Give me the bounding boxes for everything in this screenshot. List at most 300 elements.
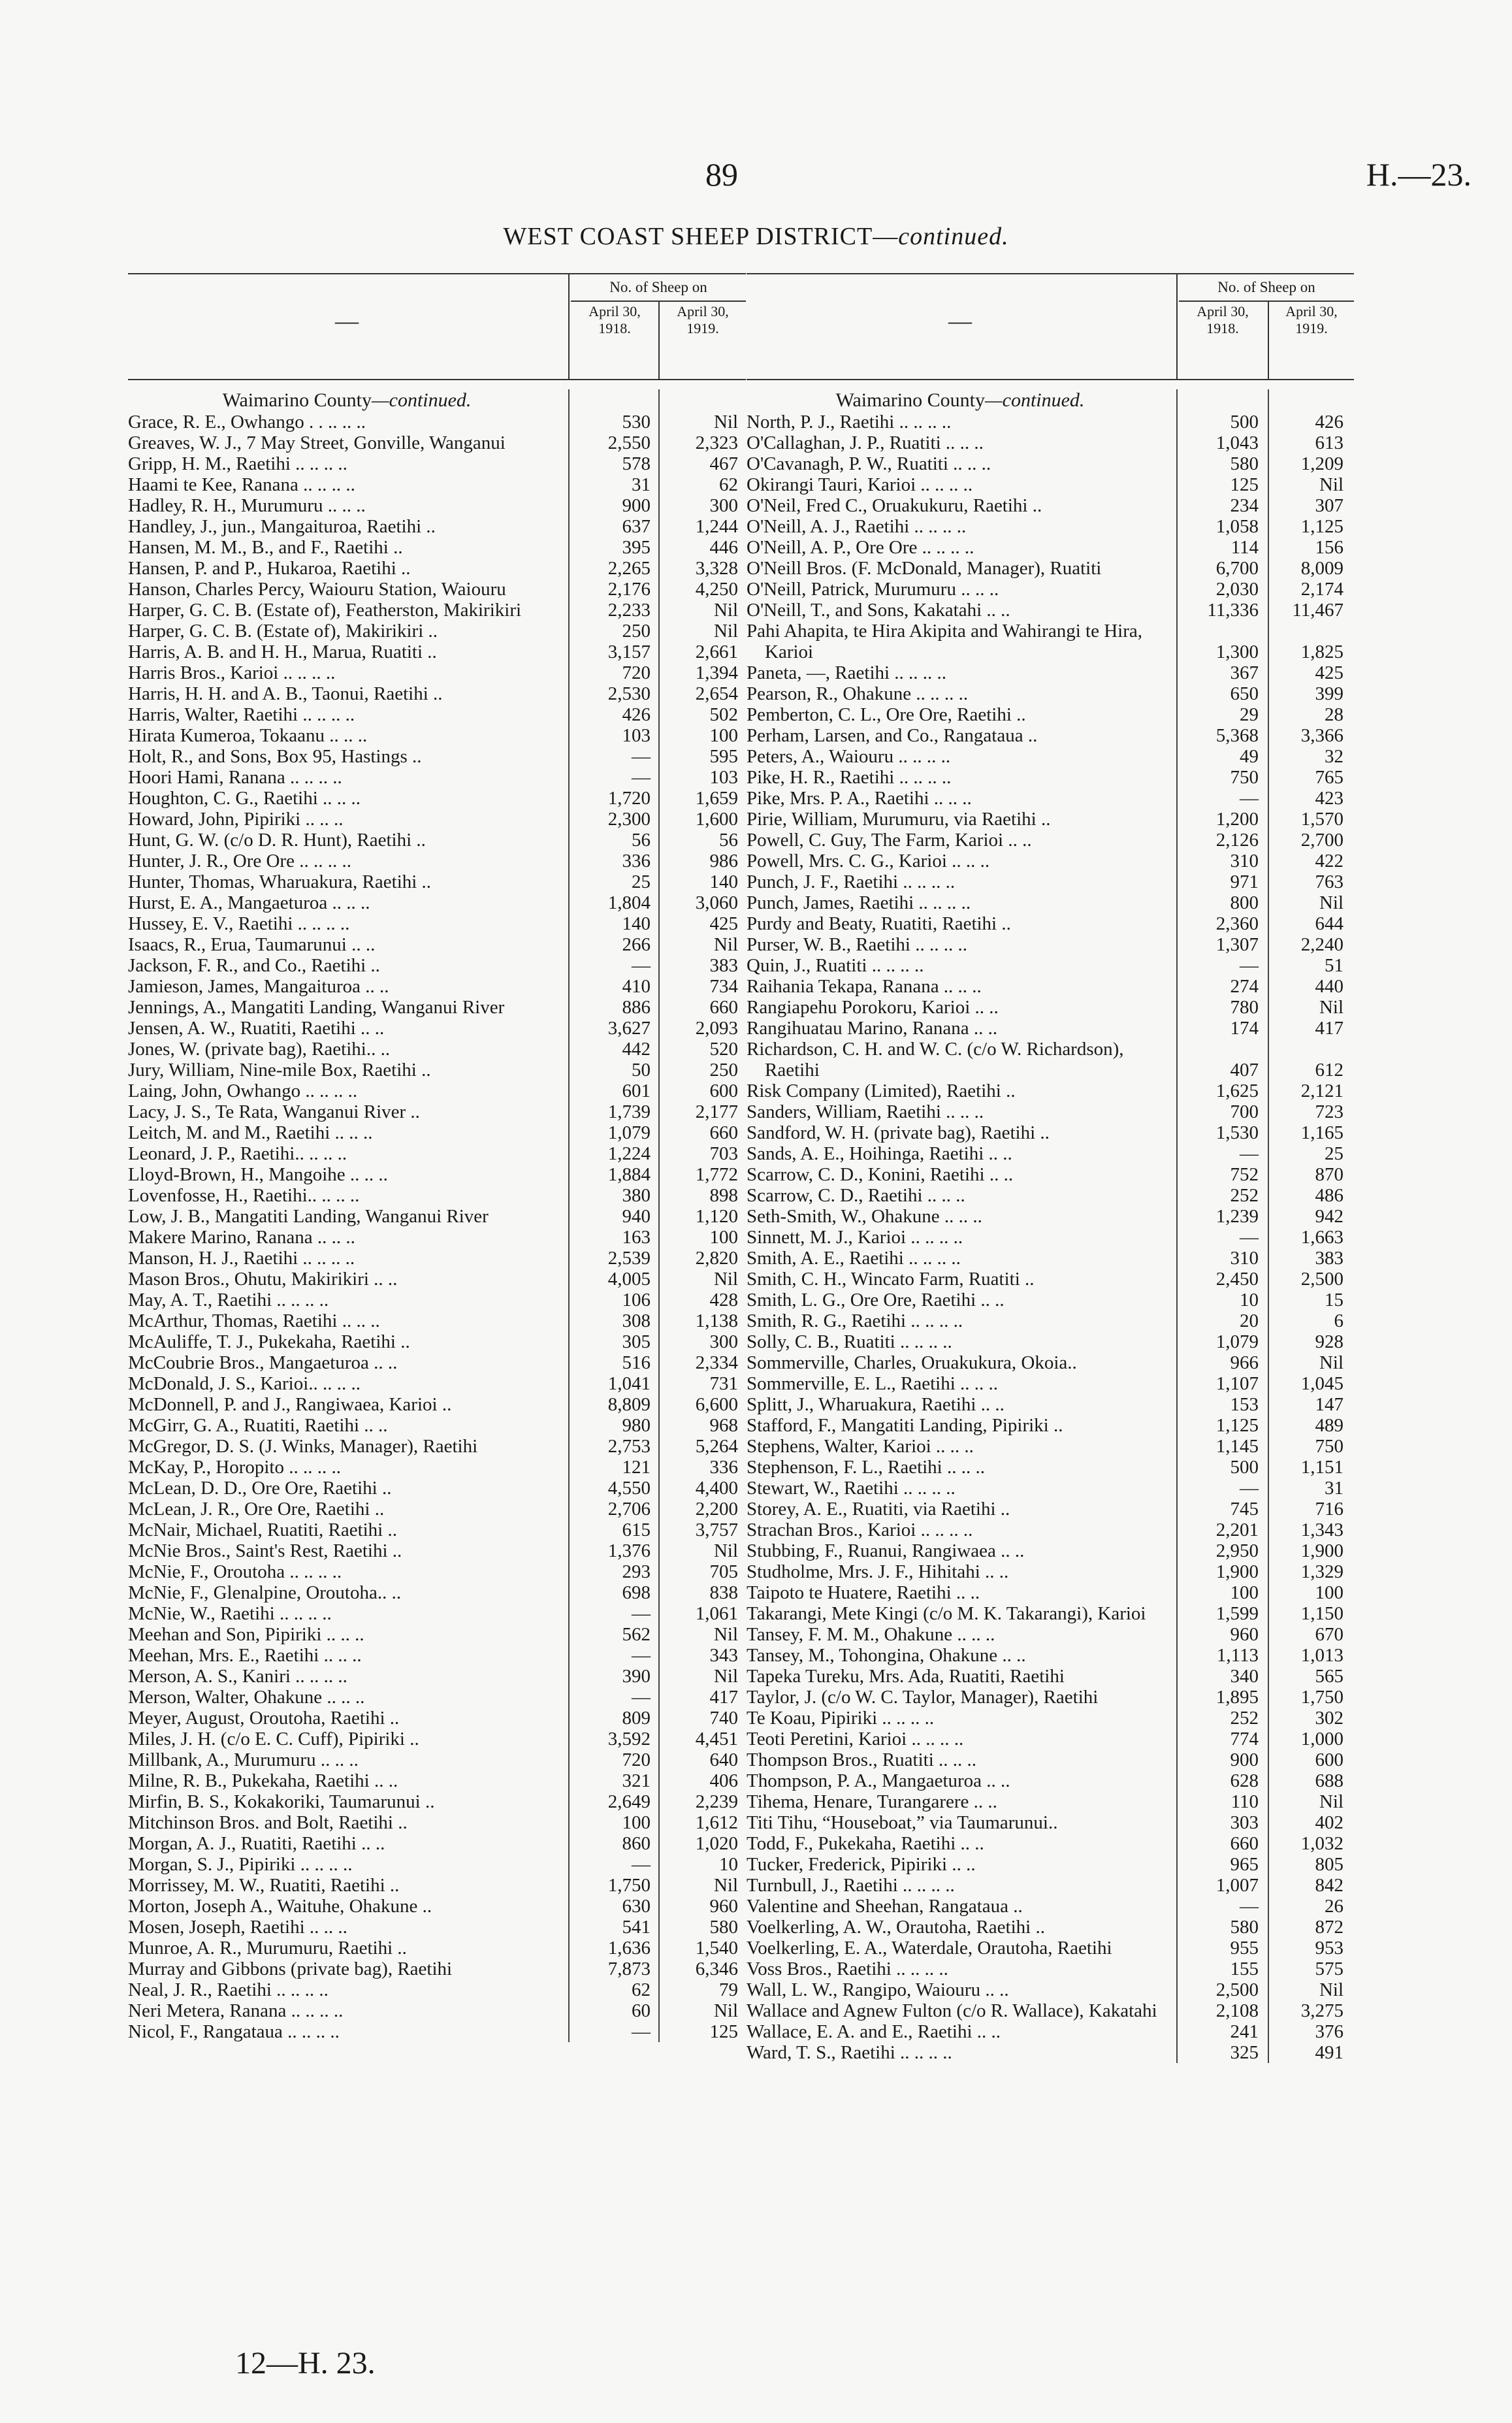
sheep-1919: 898 bbox=[709, 1185, 738, 1206]
sheep-1919: 1,825 bbox=[1300, 642, 1343, 662]
sheep-1918: 10 bbox=[1240, 1290, 1259, 1310]
owner-name: Takarangi, Mete Kingi (c/o M. K. Takarangi), Karioi bbox=[747, 1603, 1146, 1624]
owner-name: Stafford, F., Mangatiti Landing, Pipiriki .. bbox=[747, 1415, 1063, 1436]
header-col-1918: April 30, 1918. bbox=[588, 303, 641, 336]
owner-name: Sommerville, Charles, Oruakukura, Okoia.. bbox=[747, 1352, 1077, 1373]
sheep-1919: 491 bbox=[1315, 2042, 1343, 2063]
table-header bbox=[747, 273, 1354, 380]
owner-name: Richardson, C. H. and W. C. (c/o W. Richardson), Raetihi bbox=[747, 1039, 1124, 1081]
owner-name: McLean, J. R., Ore Ore, Raetihi .. bbox=[128, 1499, 385, 1520]
owner-name: Powell, Mrs. C. G., Karioi .. .. .. bbox=[747, 851, 990, 871]
sheep-1919: 467 bbox=[709, 453, 738, 474]
table-row bbox=[747, 1415, 1354, 1436]
sheep-1918: 2,500 bbox=[1215, 1979, 1259, 2000]
sheep-1919: 446 bbox=[709, 537, 738, 558]
sheep-1919: 15 bbox=[1325, 1290, 1343, 1310]
table-row bbox=[128, 1854, 746, 1875]
owner-name: Leitch, M. and M., Raetihi .. .. .. bbox=[128, 1122, 373, 1143]
sheep-1919: 1,165 bbox=[1300, 1122, 1343, 1143]
sheep-1919: 62 bbox=[719, 474, 738, 495]
owner-name: Stephens, Walter, Karioi .. .. .. bbox=[747, 1436, 974, 1457]
sheep-1918: — bbox=[632, 767, 651, 788]
owner-name: Smith, A. E., Raetihi .. .. .. .. bbox=[747, 1248, 961, 1269]
sheep-1919: 1,343 bbox=[1300, 1520, 1343, 1540]
header-dash: — bbox=[335, 308, 359, 334]
sheep-1918: 1,145 bbox=[1215, 1436, 1259, 1457]
page-footer: 12—H. 23. bbox=[235, 2346, 376, 2381]
sheep-1919: Nil bbox=[713, 1875, 738, 1896]
sheep-1919: 3,366 bbox=[1300, 725, 1343, 746]
sheep-1919: 56 bbox=[719, 830, 738, 851]
table-row bbox=[747, 2042, 1354, 2063]
owner-name: Jury, William, Nine-mile Box, Raetihi .. bbox=[128, 1060, 431, 1081]
table-row bbox=[747, 746, 1354, 767]
table-row bbox=[128, 579, 746, 600]
table-row bbox=[747, 767, 1354, 788]
sheep-1918: — bbox=[1240, 1478, 1259, 1499]
sheep-1918: 1,041 bbox=[607, 1373, 651, 1394]
owner-name: Merson, A. S., Kaniri .. .. .. .. bbox=[128, 1666, 347, 1687]
county-heading bbox=[747, 389, 1174, 412]
table-row bbox=[128, 1206, 746, 1227]
owner-name: McNair, Michael, Ruatiti, Raetihi .. bbox=[128, 1520, 397, 1540]
sheep-1919: 1,032 bbox=[1300, 1833, 1343, 1854]
sheep-1919: 343 bbox=[709, 1645, 738, 1666]
sheep-1919: 2,177 bbox=[695, 1101, 738, 1122]
sheep-1918: 1,307 bbox=[1215, 934, 1259, 955]
sheep-1918: 2,201 bbox=[1215, 1520, 1259, 1540]
sheep-1919: 740 bbox=[709, 1708, 738, 1729]
table-row bbox=[128, 871, 746, 892]
owner-name: Raihania Tekapa, Ranana .. .. .. bbox=[747, 976, 982, 997]
owner-name: Pemberton, C. L., Ore Ore, Raetihi .. bbox=[747, 704, 1026, 725]
table-row bbox=[747, 1833, 1354, 1854]
sheep-1919: 3,060 bbox=[695, 892, 738, 913]
sheep-1919: 300 bbox=[709, 1331, 738, 1352]
county-heading bbox=[128, 389, 566, 412]
table-row bbox=[747, 1164, 1354, 1185]
sheep-1919: 2,323 bbox=[695, 432, 738, 453]
table-row bbox=[128, 725, 746, 746]
sheep-1918: 562 bbox=[622, 1624, 651, 1645]
sheep-1919: 953 bbox=[1315, 1938, 1343, 1959]
sheep-1919: 705 bbox=[709, 1561, 738, 1582]
owner-name: Murray and Gibbons (private bag), Raetihi bbox=[128, 1959, 453, 1979]
sheep-1918: 121 bbox=[622, 1457, 651, 1478]
owner-name: Pike, Mrs. P. A., Raetihi .. .. .. bbox=[747, 788, 972, 809]
owner-name: Okirangi Tauri, Karioi .. .. .. .. bbox=[747, 474, 973, 495]
sheep-1918: 266 bbox=[622, 934, 651, 955]
owner-name: Smith, C. H., Wincato Farm, Ruatiti .. bbox=[747, 1269, 1035, 1290]
owner-name: O'Neill, Patrick, Murumuru .. .. .. bbox=[747, 579, 999, 600]
sheep-1918: 2,233 bbox=[607, 600, 651, 621]
sheep-1918: 252 bbox=[1230, 1708, 1259, 1729]
owner-name: Risk Company (Limited), Raetihi .. bbox=[747, 1081, 1016, 1101]
sheep-1918: 29 bbox=[1240, 704, 1259, 725]
sheep-1918: 1,530 bbox=[1215, 1122, 1259, 1143]
table-header bbox=[128, 273, 746, 380]
owner-name: Mason Bros., Ohutu, Makirikiri .. .. bbox=[128, 1269, 398, 1290]
sheep-1918: 325 bbox=[1230, 2042, 1259, 2063]
owner-name: McDonald, J. S., Karioi.. .. .. .. bbox=[128, 1373, 361, 1394]
sheep-1918: 637 bbox=[622, 516, 651, 537]
sheep-1919: 2,500 bbox=[1300, 1269, 1343, 1290]
sheep-1918: 1,376 bbox=[607, 1540, 651, 1561]
sheep-1918: 955 bbox=[1230, 1938, 1259, 1959]
sheep-1919: 426 bbox=[1315, 412, 1343, 432]
sheep-1919: 156 bbox=[1315, 537, 1343, 558]
sheep-1919: 4,400 bbox=[695, 1478, 738, 1499]
sheep-1919: 660 bbox=[709, 997, 738, 1018]
owner-name: Voelkerling, E. A., Waterdale, Orautoha, Raetihi bbox=[747, 1938, 1112, 1959]
sheep-1918: 25 bbox=[632, 871, 651, 892]
owner-name: O'Neill, A. J., Raetihi .. .. .. .. bbox=[747, 516, 967, 537]
sheep-1919: 1,329 bbox=[1300, 1561, 1343, 1582]
sheep-1918: 8,809 bbox=[607, 1394, 651, 1415]
sheep-1919: 1,151 bbox=[1300, 1457, 1343, 1478]
table-row bbox=[747, 725, 1354, 746]
sheep-1919: 2,334 bbox=[695, 1352, 738, 1373]
sheep-1918: 601 bbox=[622, 1081, 651, 1101]
owner-name: Millbank, A., Murumuru .. .. .. bbox=[128, 1749, 359, 1770]
sheep-1919: 486 bbox=[1315, 1185, 1343, 1206]
owner-name: Sinnett, M. J., Karioi .. .. .. .. bbox=[747, 1227, 963, 1248]
table-row bbox=[128, 537, 746, 558]
sheep-1918: 1,200 bbox=[1215, 809, 1259, 830]
table-row bbox=[747, 474, 1354, 495]
table-row bbox=[128, 1248, 746, 1269]
sheep-1919: 10 bbox=[719, 1854, 738, 1875]
sheep-1918: 100 bbox=[622, 1812, 651, 1833]
owner-name: Purdy and Beaty, Ruatiti, Raetihi .. bbox=[747, 913, 1011, 934]
table-row bbox=[747, 934, 1354, 955]
sheep-1919: 716 bbox=[1315, 1499, 1343, 1520]
table-row bbox=[128, 1833, 746, 1854]
owner-name: Greaves, W. J., 7 May Street, Gonville, Wanganui bbox=[128, 432, 506, 453]
owner-name: Hirata Kumeroa, Tokaanu .. .. .. bbox=[128, 725, 368, 746]
table-row bbox=[747, 1896, 1354, 1917]
sheep-1918: — bbox=[1240, 1896, 1259, 1917]
sheep-1919: 1,244 bbox=[695, 516, 738, 537]
sheep-1918: 2,030 bbox=[1215, 579, 1259, 600]
table-row bbox=[747, 1624, 1354, 1645]
sheep-1918: 615 bbox=[622, 1520, 651, 1540]
sheep-1918: 310 bbox=[1230, 1248, 1259, 1269]
owner-name: Peters, A., Waiouru .. .. .. .. bbox=[747, 746, 951, 767]
owner-name: Voss Bros., Raetihi .. .. .. .. bbox=[747, 1959, 948, 1979]
table-row bbox=[128, 1687, 746, 1708]
sheep-1919: 2,820 bbox=[695, 1248, 738, 1269]
owner-name: Hussey, E. V., Raetihi .. .. .. .. bbox=[128, 913, 350, 934]
sheep-1919: Nil bbox=[1319, 1979, 1343, 2000]
sheep-1918: 4,550 bbox=[607, 1478, 651, 1499]
sheep-1918: 900 bbox=[1230, 1749, 1259, 1770]
table-row bbox=[747, 1770, 1354, 1791]
table-row bbox=[128, 1060, 746, 1081]
owner-name: Tansey, F. M. M., Ohakune .. .. .. bbox=[747, 1624, 995, 1645]
sheep-1919: 31 bbox=[1325, 1478, 1343, 1499]
sheep-1919: 26 bbox=[1325, 1896, 1343, 1917]
sheep-1918: — bbox=[632, 1603, 651, 1624]
sheep-1919: 1,772 bbox=[695, 1164, 738, 1185]
sheep-1919: 612 bbox=[1315, 1060, 1343, 1081]
sheep-1918: 752 bbox=[1230, 1164, 1259, 1185]
table-row bbox=[128, 1917, 746, 1938]
table-row bbox=[747, 1018, 1354, 1039]
sheep-1919: 928 bbox=[1315, 1331, 1343, 1352]
owner-name: Jensen, A. W., Ruatiti, Raetihi .. .. bbox=[128, 1018, 385, 1039]
table-row bbox=[128, 662, 746, 683]
owner-name: Jennings, A., Mangatiti Landing, Wanganui River bbox=[128, 997, 505, 1018]
table-row bbox=[128, 809, 746, 830]
table-row bbox=[128, 1666, 746, 1687]
sheep-1919: 595 bbox=[709, 746, 738, 767]
table-row bbox=[747, 1540, 1354, 1561]
table-row bbox=[128, 1749, 746, 1770]
owner-name: Rangihuatau Marino, Ranana .. .. bbox=[747, 1018, 998, 1039]
table-row bbox=[747, 683, 1354, 704]
sheep-1918: 578 bbox=[622, 453, 651, 474]
sheep-1919: 100 bbox=[709, 725, 738, 746]
sheep-1918: 2,300 bbox=[607, 809, 651, 830]
owner-name: O'Neil, Fred C., Oruakukuru, Raetihi .. bbox=[747, 495, 1042, 516]
owner-name: Jackson, F. R., and Co., Raetihi .. bbox=[128, 955, 380, 976]
table-row bbox=[747, 2021, 1354, 2042]
owner-name: Meehan and Son, Pipiriki .. .. .. bbox=[128, 1624, 364, 1645]
owner-name: Sommerville, E. L., Raetihi .. .. .. bbox=[747, 1373, 999, 1394]
table-row bbox=[747, 1959, 1354, 1979]
table-row bbox=[128, 1603, 746, 1624]
table-row bbox=[747, 1478, 1354, 1499]
owner-name: Mirfin, B. S., Kokakoriki, Taumarunui .. bbox=[128, 1791, 435, 1812]
owner-name: Howard, John, Pipiriki .. .. .. bbox=[128, 809, 344, 830]
owner-name: Nicol, F., Rangataua .. .. .. .. bbox=[128, 2021, 340, 2042]
sheep-1919: 960 bbox=[709, 1896, 738, 1917]
table-row bbox=[128, 642, 746, 662]
sheep-1918: 310 bbox=[1230, 851, 1259, 871]
table-row bbox=[747, 1143, 1354, 1164]
sheep-1918: 500 bbox=[1230, 1457, 1259, 1478]
owner-name: Powell, C. Guy, The Farm, Karioi .. .. bbox=[747, 830, 1032, 851]
table-row bbox=[747, 1979, 1354, 2000]
sheep-1918: 60 bbox=[632, 2000, 651, 2021]
owner-name: Jamieson, James, Mangaituroa .. .. bbox=[128, 976, 389, 997]
sheep-1918: — bbox=[1240, 788, 1259, 809]
sheep-1919: 417 bbox=[1315, 1018, 1343, 1039]
table-row bbox=[747, 1269, 1354, 1290]
sheep-1919: 383 bbox=[1315, 1248, 1343, 1269]
owner-name: Miles, J. H. (c/o E. C. Cuff), Pipiriki .. bbox=[128, 1729, 419, 1749]
sheep-1918: — bbox=[632, 2021, 651, 2042]
owner-name: Harris Bros., Karioi .. .. .. .. bbox=[128, 662, 336, 683]
sheep-1918: 5,368 bbox=[1215, 725, 1259, 746]
sheep-1919: 1,600 bbox=[695, 809, 738, 830]
table-row bbox=[747, 1310, 1354, 1331]
sheep-1919: 731 bbox=[709, 1373, 738, 1394]
table-row bbox=[128, 1959, 746, 1979]
table-row bbox=[128, 621, 746, 642]
sheep-1919: 750 bbox=[1315, 1436, 1343, 1457]
sheep-1919: 402 bbox=[1315, 1812, 1343, 1833]
sheep-1919: 1,209 bbox=[1300, 453, 1343, 474]
sheep-1918: 20 bbox=[1240, 1310, 1259, 1331]
sheep-1919: Nil bbox=[713, 1624, 738, 1645]
table-row bbox=[747, 1185, 1354, 1206]
sheep-1919: 440 bbox=[1315, 976, 1343, 997]
sheep-1919: 307 bbox=[1315, 495, 1343, 516]
owner-name: May, A. T., Raetihi .. .. .. .. bbox=[128, 1290, 329, 1310]
owner-name: Meyer, August, Oroutoha, Raetihi .. bbox=[128, 1708, 400, 1729]
sheep-1918: 1,804 bbox=[607, 892, 651, 913]
owner-name: O'Cavanagh, P. W., Ruatiti .. .. .. bbox=[747, 453, 991, 474]
sheep-1918: 11,336 bbox=[1207, 600, 1259, 621]
table-row bbox=[128, 1310, 746, 1331]
owner-name: Neal, J. R., Raetihi .. .. .. .. bbox=[128, 1979, 329, 2000]
table-row bbox=[747, 1520, 1354, 1540]
sheep-1918: 1,224 bbox=[607, 1143, 651, 1164]
table-row bbox=[747, 453, 1354, 474]
owner-name: Morgan, A. J., Ruatiti, Raetihi .. .. bbox=[128, 1833, 385, 1854]
sheep-1918: 1,058 bbox=[1215, 516, 1259, 537]
table-row bbox=[747, 997, 1354, 1018]
sheep-1918: 3,627 bbox=[607, 1018, 651, 1039]
owner-name: Lovenfosse, H., Raetihi.. .. .. .. bbox=[128, 1185, 360, 1206]
sheep-1919: 986 bbox=[709, 851, 738, 871]
sheep-1918: — bbox=[632, 1645, 651, 1666]
sheep-1919: 1,125 bbox=[1300, 516, 1343, 537]
table-row bbox=[747, 955, 1354, 976]
title-main: WEST COAST SHEEP DISTRICT— bbox=[503, 223, 899, 250]
owner-name: Meehan, Mrs. E., Raetihi .. .. .. bbox=[128, 1645, 362, 1666]
sheep-1919: 425 bbox=[709, 913, 738, 934]
table-row bbox=[747, 516, 1354, 537]
table-row bbox=[747, 809, 1354, 830]
owner-name: Merson, Walter, Ohakune .. .. .. bbox=[128, 1687, 365, 1708]
sheep-1918: 516 bbox=[622, 1352, 651, 1373]
table-row bbox=[128, 558, 746, 579]
sheep-1919: 2,654 bbox=[695, 683, 738, 704]
sheep-1918: 110 bbox=[1231, 1791, 1259, 1812]
table-row bbox=[747, 662, 1354, 683]
table-row bbox=[747, 1122, 1354, 1143]
owner-name: Hanson, Charles Percy, Waiouru Station, Waiouru bbox=[128, 579, 506, 600]
sheep-1918: 2,706 bbox=[607, 1499, 651, 1520]
table-row bbox=[747, 1603, 1354, 1624]
title-continued: continued. bbox=[898, 223, 1009, 250]
sheep-1918: 234 bbox=[1230, 495, 1259, 516]
sheep-1918: 336 bbox=[622, 851, 651, 871]
sheep-1919: 8,009 bbox=[1300, 558, 1343, 579]
table-row bbox=[128, 746, 746, 767]
owner-name: McNie, W., Raetihi .. .. .. .. bbox=[128, 1603, 332, 1624]
sheep-1919: 838 bbox=[709, 1582, 738, 1603]
owner-name: Laing, John, Owhango .. .. .. .. bbox=[128, 1081, 358, 1101]
owner-name: Smith, L. G., Ore Ore, Raetihi .. .. bbox=[747, 1290, 1005, 1310]
owner-name: Hadley, R. H., Murumuru .. .. .. bbox=[128, 495, 366, 516]
sheep-1918: 274 bbox=[1230, 976, 1259, 997]
owner-name: Harper, G. C. B. (Estate of), Makirikiri .. bbox=[128, 621, 438, 642]
sheep-1918: 321 bbox=[622, 1770, 651, 1791]
table-row bbox=[747, 851, 1354, 871]
owner-name: Taipoto te Huatere, Raetihi .. .. bbox=[747, 1582, 980, 1603]
table-row bbox=[747, 621, 1354, 662]
owner-name: Holt, R., and Sons, Box 95, Hastings .. bbox=[128, 746, 422, 767]
table-row bbox=[128, 1520, 746, 1540]
table-row bbox=[747, 1227, 1354, 1248]
sheep-1919: 376 bbox=[1315, 2021, 1343, 2042]
owner-name: Lacy, J. S., Te Rata, Wanganui River .. bbox=[128, 1101, 420, 1122]
sheep-1919: 1,540 bbox=[695, 1938, 738, 1959]
table-row bbox=[747, 1812, 1354, 1833]
owner-name: McLean, D. D., Ore Ore, Raetihi .. bbox=[128, 1478, 392, 1499]
county-name: Waimarino County bbox=[222, 389, 372, 411]
sheep-1919: 942 bbox=[1315, 1206, 1343, 1227]
sheep-1919: Nil bbox=[1319, 1352, 1343, 1373]
sheep-1919: 417 bbox=[709, 1687, 738, 1708]
county-continued: —continued. bbox=[984, 389, 1085, 411]
sheep-1918: 1,720 bbox=[607, 788, 651, 809]
sheep-1919: Nil bbox=[1319, 997, 1343, 1018]
sheep-1919: 2,239 bbox=[695, 1791, 738, 1812]
sheep-1918: 50 bbox=[632, 1060, 651, 1081]
sheep-1919: 406 bbox=[709, 1770, 738, 1791]
sheep-1918: 442 bbox=[622, 1039, 651, 1060]
sheep-1918: 2,360 bbox=[1215, 913, 1259, 934]
sheep-1918: 2,265 bbox=[607, 558, 651, 579]
owner-name: Hunter, Thomas, Wharuakura, Raetihi .. bbox=[128, 871, 432, 892]
sheep-1919: 1,061 bbox=[695, 1603, 738, 1624]
table-row bbox=[128, 1269, 746, 1290]
sheep-1919: 872 bbox=[1315, 1917, 1343, 1938]
owner-name: Wall, L. W., Rangipo, Waiouru .. .. bbox=[747, 1979, 1009, 2000]
table-row bbox=[747, 432, 1354, 453]
sheep-1918: 886 bbox=[622, 997, 651, 1018]
sheep-1918: 163 bbox=[622, 1227, 651, 1248]
owner-name: Makere Marino, Ranana .. .. .. bbox=[128, 1227, 355, 1248]
table-row bbox=[128, 1122, 746, 1143]
owner-name: Ward, T. S., Raetihi .. .. .. .. bbox=[747, 2042, 952, 2063]
table-row bbox=[747, 892, 1354, 913]
sheep-1918: 965 bbox=[1230, 1854, 1259, 1875]
sheep-1918: 241 bbox=[1230, 2021, 1259, 2042]
owner-name: Isaacs, R., Erua, Taumarunui .. .. bbox=[128, 934, 376, 955]
sheep-1919: 302 bbox=[1315, 1708, 1343, 1729]
table-row bbox=[128, 1164, 746, 1185]
sheep-1918: 114 bbox=[1231, 537, 1259, 558]
sheep-1919: 660 bbox=[709, 1122, 738, 1143]
table-row bbox=[128, 1457, 746, 1478]
sheep-1918: 2,539 bbox=[607, 1248, 651, 1269]
sheep-1919: 140 bbox=[709, 871, 738, 892]
owner-name: Leonard, J. P., Raetihi.. .. .. .. bbox=[128, 1143, 347, 1164]
table-row bbox=[128, 495, 746, 516]
sheep-1918: 62 bbox=[632, 1979, 651, 2000]
sheep-1918: 426 bbox=[622, 704, 651, 725]
owner-name: Punch, J. F., Raetihi .. .. .. .. bbox=[747, 871, 956, 892]
table-row bbox=[747, 1499, 1354, 1520]
table-row bbox=[128, 704, 746, 725]
sheep-1919: 870 bbox=[1315, 1164, 1343, 1185]
table-row bbox=[128, 767, 746, 788]
table-row bbox=[747, 1394, 1354, 1415]
table-row bbox=[747, 830, 1354, 851]
sheep-1918: 580 bbox=[1230, 1917, 1259, 1938]
table-row bbox=[128, 1436, 746, 1457]
owner-name: Purser, W. B., Raetihi .. .. .. .. bbox=[747, 934, 967, 955]
table-row bbox=[128, 1875, 746, 1896]
table-row bbox=[128, 412, 746, 432]
sheep-1918: 252 bbox=[1230, 1185, 1259, 1206]
